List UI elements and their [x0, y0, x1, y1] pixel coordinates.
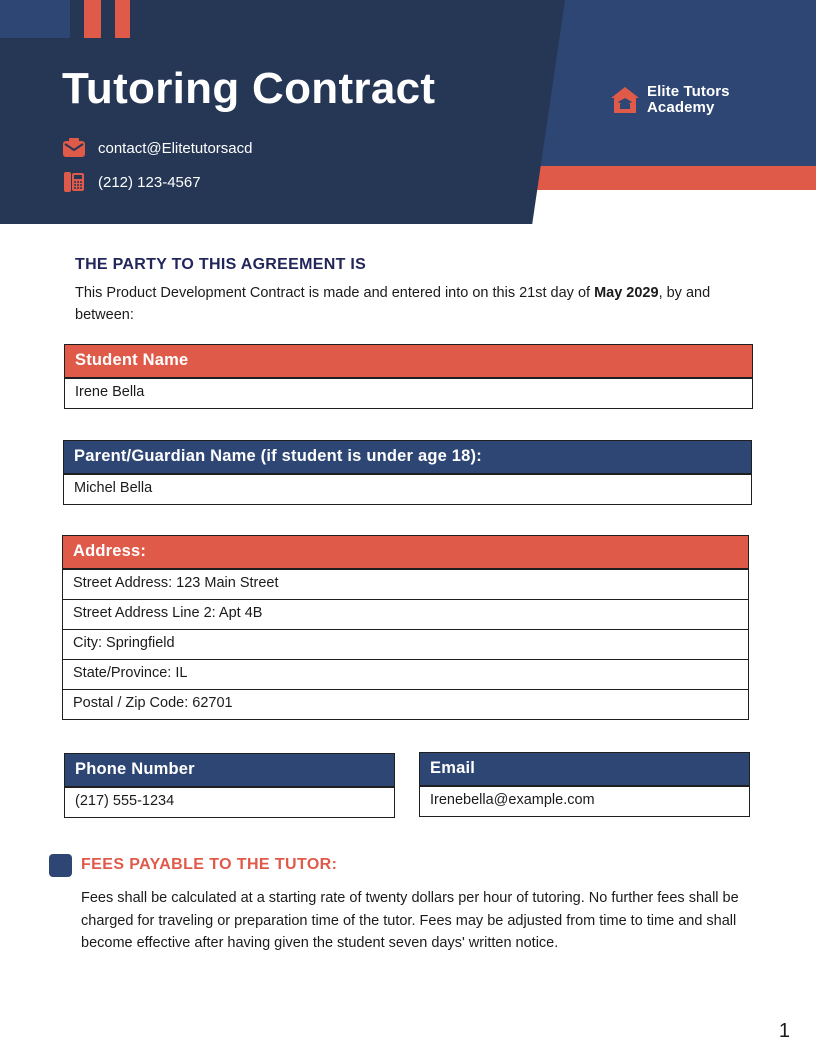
email-value[interactable]: Irenebella@example.com: [420, 786, 749, 816]
fees-heading: FEES PAYABLE TO THE TUTOR:: [81, 856, 338, 873]
header-red-bar: [115, 0, 130, 38]
contact-email: [62, 136, 252, 160]
address-field: [62, 535, 749, 720]
phone-icon: [62, 170, 86, 194]
phone-number-value[interactable]: (217) 555-1234: [65, 787, 394, 817]
phone-text[interactable]: (212) 123-4567: [98, 173, 201, 191]
parent-name-label: Parent/Guardian Name (if student is under age 18):: [64, 441, 751, 474]
intro-prefix: This Product Development Contract is made and entered into on this 21st day of: [75, 285, 595, 301]
page-title: Tutoring Contract: [62, 64, 436, 113]
intro-suffix: , by and between:: [75, 285, 711, 323]
address-line[interactable]: Postal / Zip Code: 62701: [63, 689, 748, 719]
address-label: Address:: [63, 536, 748, 569]
address-line[interactable]: Street Address Line 2: Apt 4B: [63, 599, 748, 629]
parent-name-value[interactable]: Michel Bella: [64, 474, 751, 504]
email-field: [419, 752, 750, 817]
brand-name-line1: Elite Tutors: [647, 83, 730, 100]
student-name-label: Student Name: [65, 345, 752, 378]
email-label: Email: [420, 753, 749, 786]
header-red-bar: [84, 0, 101, 38]
intro-date: May 2029: [594, 285, 659, 301]
header-top-accent: [0, 0, 70, 38]
page-number: 1: [778, 1020, 790, 1042]
student-name-value[interactable]: Irene Bella: [65, 378, 752, 408]
brand-name-line2: Academy: [647, 99, 715, 116]
parent-name-field: [63, 440, 752, 505]
header-accent-stripe: [520, 166, 816, 190]
address-line[interactable]: Street Address: 123 Main Street: [63, 569, 748, 599]
phone-number-field: [64, 753, 395, 818]
email-text[interactable]: contact@Elitetutorsacd: [98, 139, 253, 157]
envelope-icon: [62, 136, 86, 160]
student-name-field: [64, 344, 753, 409]
fees-body: Fees shall be calculated at a starting rate of twenty dollars per hour of tutoring. No further fees shall be charged for traveling or preparation time of the tutor. Fees may be adjusted from time to time and shall become effective after having given the student seven days' written notice.: [81, 890, 739, 951]
fees-bullet-marker: [49, 854, 72, 877]
brand-logo: [609, 84, 730, 116]
address-line[interactable]: State/Province: IL: [63, 659, 748, 689]
phone-number-label: Phone Number: [65, 754, 394, 787]
agreement-intro: [75, 282, 715, 326]
address-line[interactable]: City: Springfield: [63, 629, 748, 659]
school-house-icon: [609, 84, 641, 116]
contact-phone: [62, 170, 201, 194]
agreement-heading: THE PARTY TO THIS AGREEMENT IS: [75, 256, 367, 273]
